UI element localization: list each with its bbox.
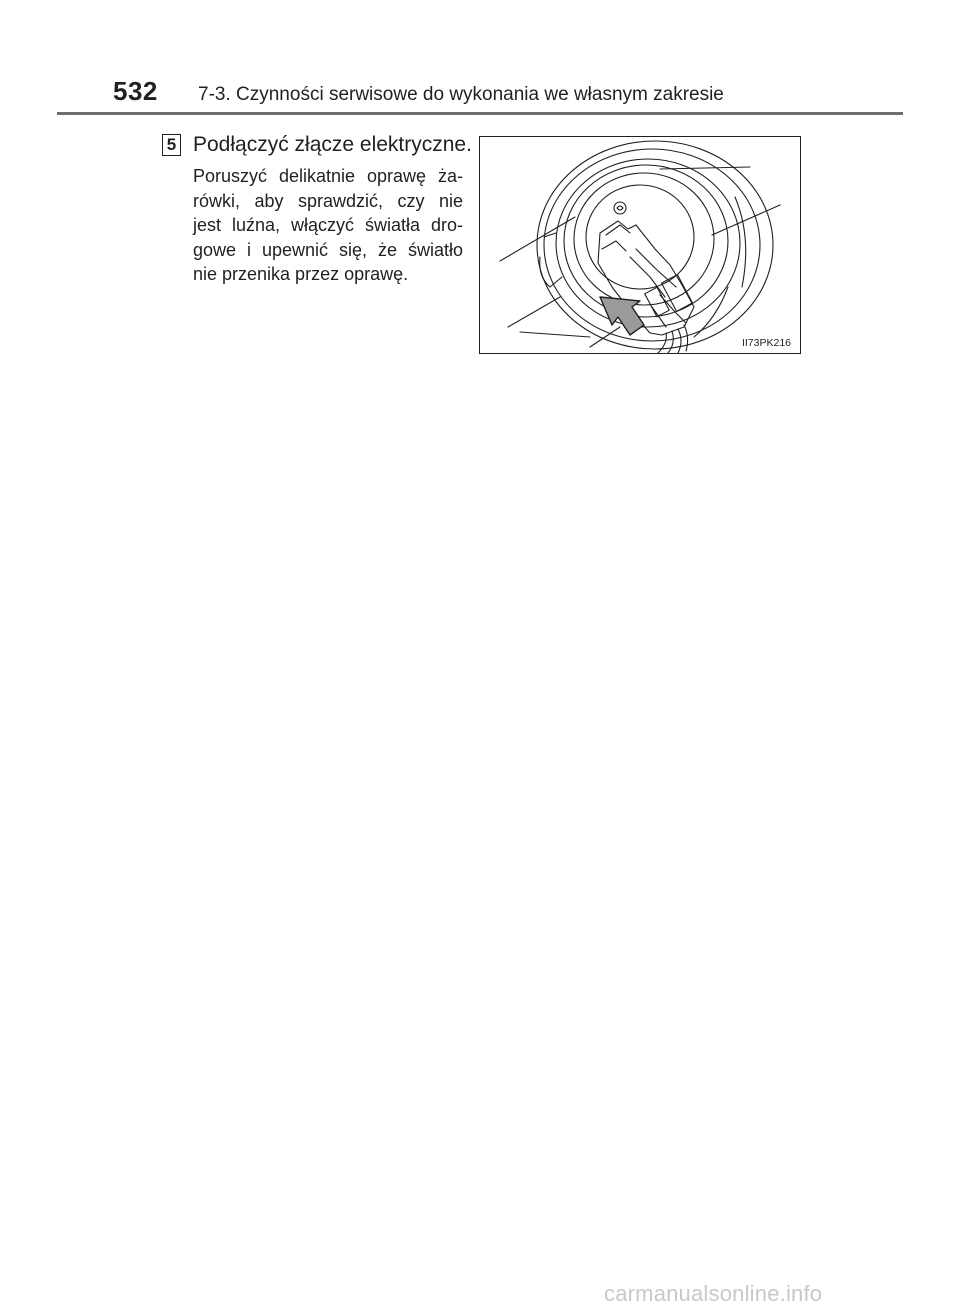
- step-body-line: nie przenika przez oprawę.: [193, 264, 409, 284]
- step-number-box: 5: [162, 134, 181, 156]
- watermark: carmanualsonline.info: [604, 1281, 823, 1306]
- figure-code: II73PK216: [741, 337, 791, 349]
- figure: [479, 136, 801, 354]
- push-arrow-icon: [600, 297, 644, 335]
- step-body: [193, 164, 463, 287]
- step-body-line: gowe i upewnić się, że światło: [193, 239, 463, 260]
- step-heading: Podłączyć złącze elektryczne.: [193, 133, 472, 156]
- section-title: 7-3. Czynności serwisowe do wykonania we własnym zakresie: [198, 84, 724, 105]
- step-body-line: rówki, aby sprawdzić, czy nie: [193, 190, 463, 211]
- step-body-line: jest luźna, włączyć światła dro-: [193, 215, 463, 235]
- headlamp-housing-illustration: [480, 137, 801, 354]
- header-rule: [57, 112, 903, 115]
- page-number: 532: [113, 76, 158, 106]
- step-body-line: Poruszyć delikatnie oprawę ża-: [193, 166, 463, 186]
